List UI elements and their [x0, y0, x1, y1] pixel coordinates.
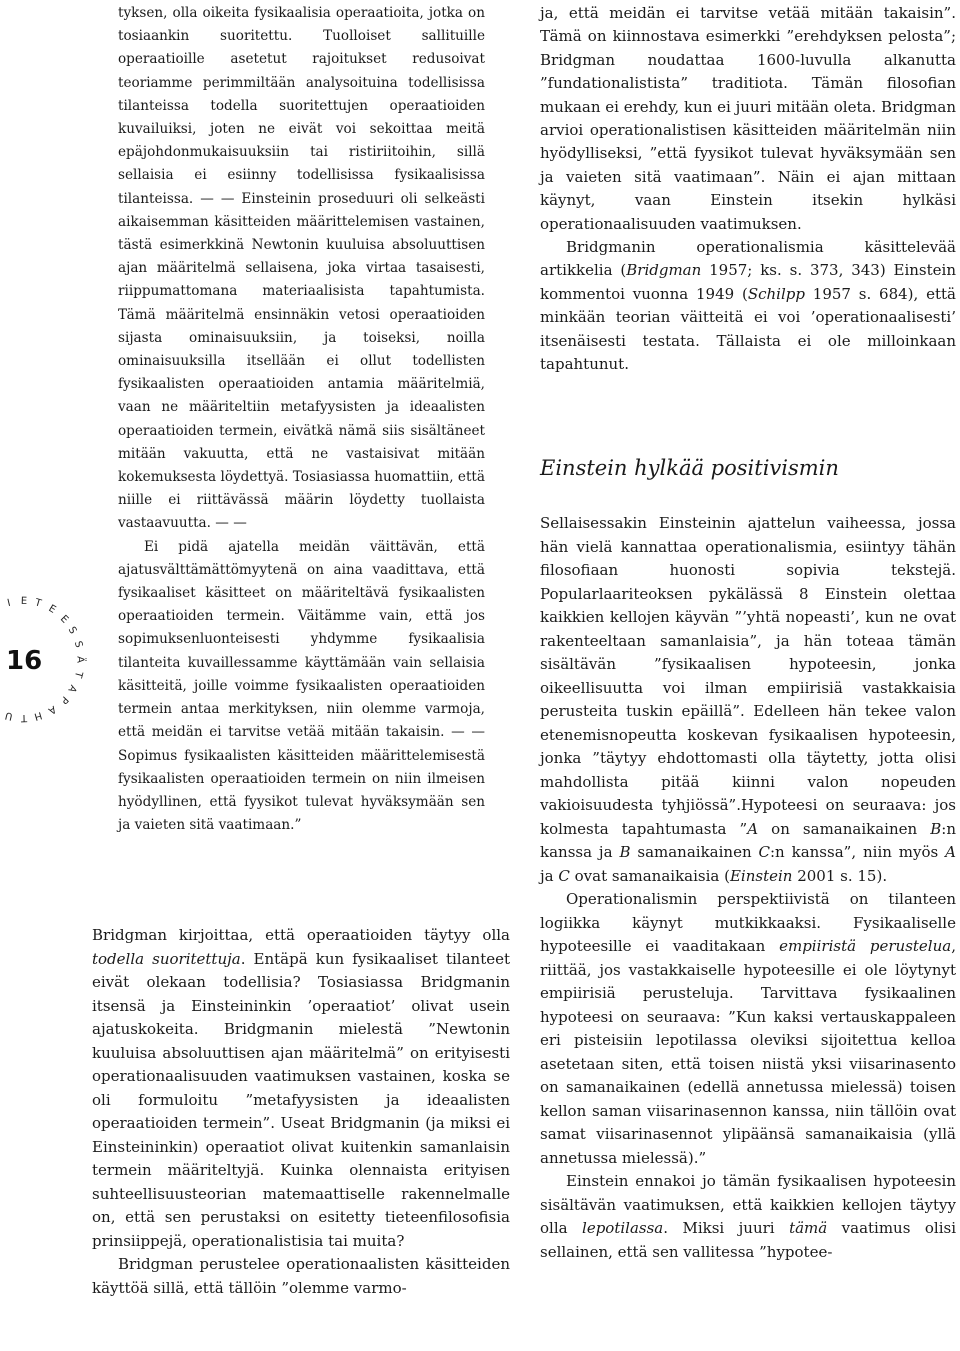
text-run: :n kanssa”, niin myös: [770, 843, 946, 861]
running-title-letter: H: [33, 708, 44, 722]
running-title-letter: Ä: [74, 656, 86, 663]
running-title-letter: S: [71, 640, 85, 650]
block-quote: [118, 2, 485, 837]
emphasis: B: [930, 819, 942, 838]
running-title-letter: [0, 601, 2, 615]
emphasis: todella suoritettuja: [92, 949, 241, 968]
right-body-text-bottom: [540, 512, 956, 1264]
quote-paragraph-1: tyksen, olla oikeita fysikaalisia operaatioita, jotka on tosiaankin suoritettu. Tuolloiset sallituille operaatioille asetetut rajoitukset redusoivat teoriamme perimmiltään analysoituina todellisissa tilanteissa todella suoritettujen operaatioiden kuvailuiksi, joten ne eivät voi sekoittaa meitä epäjohdonmukaisuuksiin tai ristiriitoihin, sillä sellaisia ei esiinny todellisissa fysikaalisissa tilanteissa. — — Einsteinin proseduuri oli selkeästi aikaisemman käsitteiden määrittelemisen vastainen, tästä esimerkkinä Newtonin kuuluisa absoluuttisen ajan määritelmä sellaisena, joka virtaa tasaisesti, riippumattomana materiaalisista tapahtumista. Tämä määritelmä ensinnäkin vetosi operaatioiden sijasta ominaisuuksiin, ja toiseksi, noilla ominaisuuksilla itsellään ei ollut todellisten fysikaalisten operaatioiden antamia määritelmiä, vaan ne määriteltiin metafyysisten ja ideaalisten operaatioiden termein, eivätkä nämä siis sisältäneet mitään vakuutta, että ne vastaisivat mitään kokemuksesta löydettyä. Tosiasiassa huomattiin, että niille ei riittävässä määrin löydetty tuollaista vastaavuutta. — —: [118, 5, 485, 532]
emphasis: B: [619, 843, 631, 861]
text-run: ovat samanaikaisia (: [569, 866, 730, 885]
emphasis: tämä: [789, 1219, 828, 1237]
text-run: Bridgman kirjoittaa, että operaatioiden täytyy olla: [92, 926, 510, 944]
emphasis: empiiristä perustelua: [779, 937, 952, 955]
emphasis: Schilpp: [747, 284, 805, 303]
text-run: 1957; ks. s. 373, 343) Einstein kommentoi vuonna 1949 (: [540, 261, 956, 303]
text-run: Operationalismin perspektiivistä on tilanteen logiikka käynyt mutkikkaaksi. Fysikaaliselle hypoteesille ei vaaditakaan: [540, 890, 956, 955]
text-run: 2001 s. 15).: [792, 866, 888, 885]
text-run: vaatimus olisi sellainen, että sen vallitessa ”hypotee-: [540, 1219, 956, 1261]
right-paragraph-5: [540, 1170, 956, 1264]
right-paragraph-3: [540, 512, 956, 888]
text-run: 1957 s. 684), että minkään teorian väitteitä ei voi ’operationaalisesti’ itsenäisesti testata. Tällaista ei ole milloinkaan tapahtunut.: [540, 284, 956, 374]
running-title-letter: I: [5, 597, 12, 609]
running-title-letter: A: [46, 702, 58, 716]
text-run: ja: [540, 866, 559, 885]
text-run: samanaikainen: [630, 843, 759, 861]
text-run: :n kanssa ja: [540, 819, 957, 861]
text-run: Sellaisessakin Einsteinin ajattelun vaiheessa, jossa hän vielä kannattaa operationalismia, esiintyy tähän filosofiaan huonosti sopivia tekstejä. Popularlaariteoksen pykälässä 8 Einstein olettaa kaikkien kellojen käyvän ”’yhtä nopeasti’, kun ne ovat rakenteeltaan samanlaisia”, ja hän toteaa tämän sisältävän ”fysikaalisen hypoteesin, jonka oikeellisuutta voi ilman empiirisiä vastakkaisia perusteita tuskin epäillä”. Edelleen hän tekee valon etenemisnopeutta koskevan fysikaalisen hypoteesin, jonka ”täytyy ehdottomasti olla täytetty, jotta olisi mahdollista pitää kiinni valon nopeuden vakioisuudesta tyhjiössä”.Hypoteesi on seuraava: jos kolmesta tapahtumasta ”: [540, 514, 956, 838]
emphasis: Einstein: [729, 866, 793, 885]
running-title-letter: T: [33, 597, 43, 610]
running-title-letter: T: [20, 711, 27, 724]
text-run: Bridgmanin operationalismia käsittelevää artikkelia (: [540, 238, 956, 280]
text-run: on samanaikainen: [758, 819, 931, 838]
right-paragraph-2: [540, 236, 956, 376]
right-body-text-top: [540, 2, 956, 377]
running-title-letter: T: [71, 669, 85, 679]
text-run: , riittää, jos vastakkaiselle hypoteesille ei ole löytynyt empiirisiä perusteluja. Tarvittava fysikaalinen hypoteesi on seuraava: ”Kun kaksi vertauskappaleen eri pisteisiin lepotilassa oleviksi sijoitettua kelloa asetetaan siten, että toisen niistä yksi viisarinasento on samanaikainen (edellä annetussa mielessä) toisen kellon saman viisarinasennon kanssa, niin tällöin ovat samat viisarinasennot ylipäänsä samanaikaisia (yllä annetussa mielessä).”: [540, 937, 956, 1167]
emphasis: C: [558, 866, 570, 885]
running-title-letter: E: [46, 603, 58, 617]
right-paragraph-1: ja, että meidän ei tarvitse vetää mitään takaisin”. Tämä on kiinnostava esimerkki ”erehdyksen pelosta”; Bridgman noudattaa 1600-luvulla alkanutta ”fundationalistista” traditiota. Tämän filosofian mukaan ei erehdy, kun ei juuri mitään oleta. Bridgman arvioi operationalistisen käsitteiden määritelmän niin hyödylliseksi, ”että fyysikot tulevat hyväksymään sen ja vaieten sitä vaatimaan”. Näin ei ajan mittaan käynyt, vaan Einstein itsekin hylkäsi operationaalisuuden vaatimuksen.: [540, 4, 956, 233]
left-paragraph-1: [92, 924, 510, 1253]
emphasis: Bridgman: [626, 261, 702, 280]
page-number: 16: [6, 646, 43, 676]
text-run: . Miksi juuri: [663, 1219, 790, 1237]
text-run: Einstein ennakoi jo tämän fysikaalisen hypoteesin sisältävän vaatimuksen, että kaikkien kellojen täytyy olla: [540, 1172, 956, 1237]
section-heading: Einstein hylkää positivismin: [540, 456, 839, 480]
text-run: . Entäpä kun fysikaaliset tilanteet eivät olekaan todellisia? Tosiasiassa Bridgmanin itsensä ja Einsteininkin ’operaatiot’ olivat usein ajatuskokeita. Bridgmanin mielestä ”Newtonin kuuluisa absoluuttisen ajan määritelmä” on erityisesti operationaalisuuden vaatimuksen vastainen, koska se oli formuloitu ”metafyysisten ja ideaalisten operaatioiden termein”. Useat Bridgmanin (ja miksi ei Einsteininkin) operaatiot olivat kuitenkin samanlaisin termein määriteltyjä. Kuinka olennaista erityisen suhteellisuusteorian matemaattiselle rakennelmalle on, että sen perustaksi on esitetty tieteenfilosofisia prinsiippejä, operationalistisia tai muita?: [92, 949, 510, 1250]
running-title-letter: S: [66, 625, 79, 637]
emphasis: C: [758, 843, 770, 861]
quote-paragraph-2: Ei pidä ajatella meidän väittävän, että ajatusvälttämättömyytenä on aina vaadittava, että fysikaaliset käsitteet on määriteltävä fysikaalisten operaatioiden termein. Väitämme vain, että jos sopimuksenluonteisesti yhdymme fysikaalisia tilanteita kuvaillessamme käyttämään vain sellaisia käsitteitä, joille voimme fysikaalisten operaatioiden termein antaa merkityksen, niin olemme varmoja, että meidän ei tarvitse vetää mitään takaisin. — — Sopimus fysikaalisten käsitteiden määrittelemisestä fysikaalisten operaatioiden termein on niin ilmeisen hyödyllinen, että fyysikot tulevat hyväksymään sen ja vaieten sitä vaatimaan.”: [118, 538, 485, 834]
running-title-letter: U: [3, 709, 14, 723]
left-body-text: [92, 924, 510, 1300]
running-title-letter: A: [65, 682, 79, 694]
emphasis: lepotilassa: [582, 1219, 664, 1237]
emphasis: A: [945, 843, 956, 861]
running-title-letter: [0, 703, 2, 717]
left-paragraph-2: Bridgman perustelee operationaalisten käsitteiden käyttöä sillä, että tällöin ”olemme varmo-: [92, 1255, 510, 1297]
right-paragraph-4: [540, 888, 956, 1170]
running-title-letter: P: [57, 693, 70, 706]
running-title-letter: E: [57, 612, 70, 626]
running-title-letter: E: [20, 595, 27, 608]
emphasis: A: [747, 819, 759, 838]
